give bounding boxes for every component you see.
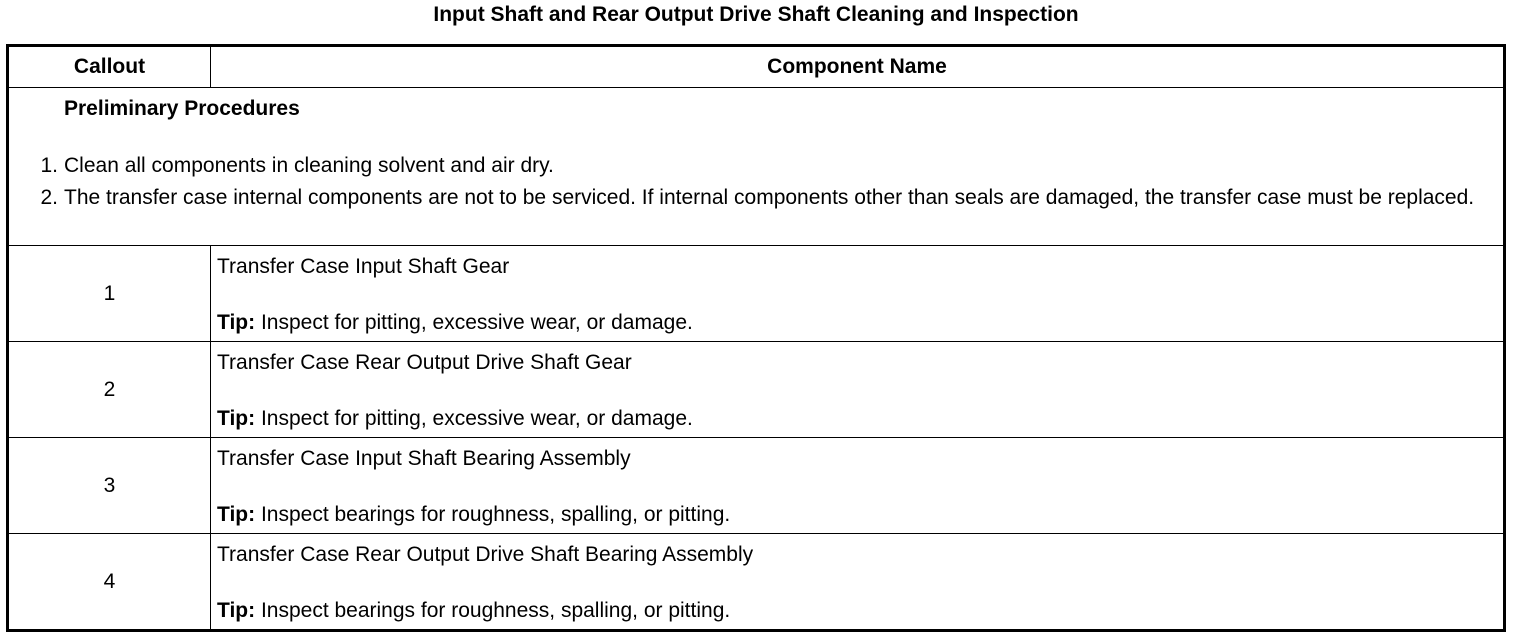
list-item [9,150,1503,182]
component-name: Transfer Case Input Shaft Bearing Assembly [217,447,631,470]
table-row [8,438,1505,534]
tip-text [217,406,693,432]
page-title: Input Shaft and Rear Output Drive Shaft Cleaning and Inspection [433,3,1079,26]
component-cell [211,534,1505,631]
tip-text [217,598,730,624]
tip-label: Tip: [217,407,256,430]
table-row [8,534,1505,631]
table-row [8,246,1505,342]
preliminary-cell [8,88,1505,246]
preliminary-steps [9,150,1503,214]
callout-cell: 3 [8,438,211,534]
tip-label: Tip: [217,311,256,334]
preliminary-row [8,88,1505,246]
tip-body: Inspect bearings for roughness, spalling, or pitting. [255,599,731,622]
table-row [8,342,1505,438]
step-text: The transfer case internal components are not to be serviced. If internal components other than seals are damaged, the transfer case must be replaced. [64,186,1475,209]
step-text: Clean all components in cleaning solvent and air dry. [64,154,554,177]
component-name: Transfer Case Rear Output Drive Shaft Bearing Assembly [217,543,754,566]
step-number: 2. [40,186,58,209]
step-number: 1. [40,154,58,177]
tip-text [217,502,730,528]
header-component-name: Component Name [211,46,1505,88]
callout-cell: 1 [8,246,211,342]
component-name: Transfer Case Input Shaft Gear [217,255,510,278]
tip-label: Tip: [217,503,256,526]
inspection-table [6,44,1506,632]
list-item [9,182,1503,214]
callout-cell: 4 [8,534,211,631]
component-cell [211,438,1505,534]
tip-body: Inspect for pitting, excessive wear, or damage. [255,407,693,430]
component-cell [211,342,1505,438]
callout-cell: 2 [8,342,211,438]
preliminary-heading: Preliminary Procedures [64,97,300,120]
tip-text [217,310,693,336]
tip-label: Tip: [217,599,256,622]
component-cell [211,246,1505,342]
tip-body: Inspect bearings for roughness, spalling, or pitting. [255,503,731,526]
header-callout: Callout [8,46,211,88]
component-name: Transfer Case Rear Output Drive Shaft Gear [217,351,632,374]
tip-body: Inspect for pitting, excessive wear, or damage. [255,311,693,334]
table-header-row [8,46,1505,88]
